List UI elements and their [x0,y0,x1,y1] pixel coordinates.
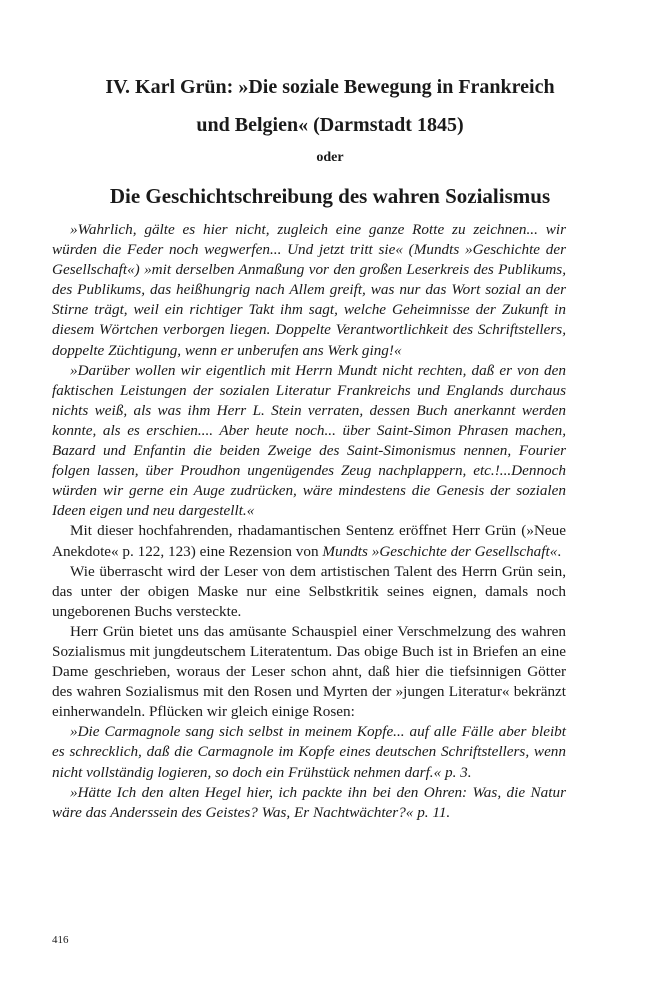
chapter-title [40,68,620,144]
paragraph-3-end: . [557,542,562,560]
paragraph-3-title-ref: Mundts »Geschichte der Gesellschaft« [322,542,558,560]
quote-paragraph-2: »Darüber wollen wir eigentlich mit Herrn Mundt nicht rechten, daß er von den faktischen Leistungen der sozialen Literatur Frankreichs und Englands durchaus nichts weiß, als was ihm Herr L. Stein verraten, dessen Buch anerkannt werden konnte, als es erschien.... Aber heute noch... über Saint-Simon Phrasen machen, Bazard und Enfantin die beiden Zweige des Saint-Simonismus nennen, Fourier folgen lassen, über Proudhon ungenügendes Zeug nachplappern, etc.!...Dennoch würden wir gerne ein Auge zudrücken, wäre mindestens die Genesis der sozialen Ideen eigen und neu dargestellt.« [52,361,566,520]
chapter-title-line-1: IV. Karl Grün: »Die soziale Bewegung in Frankreich [105,76,555,98]
title-connector: oder [316,150,344,165]
paragraph-3-text: Mit dieser hochfahrenden, rhadamantischen Sentenz eröffnet Herr Grün (»Neue Anekdote« p. 122, 123) eine Rezension von [52,522,566,560]
body-text [52,220,566,823]
paragraph-3 [52,521,566,561]
paragraph-5: Herr Grün bietet uns das amüsante Schauspiel einer Verschmelzung des wahren Sozialismus mit jungdeutschem Literatentum. Das obige Buch ist in Briefen an eine Dame geschrieben, woraus der Leser schon ahnt, daß hier die tiefsinnigen Götter des wahren Sozialismus mit den Rosen und Myrten der »jungen Literatur« bekränzt einherwandeln. Pflücken wir gleich einige Rosen: [52,622,566,721]
quote-paragraph-6: »Die Carmagnole sang sich selbst in meinem Kopfe... auf alle Fälle aber bleibt es schrecklich, daß die Carmagnole im Kopfe eines deutschen Schriftstellers, wenn nicht vollständig logieren, so doch ein Frühstück nehmen darf.« p. 3. [52,723,566,781]
chapter-subtitle: Die Geschichtschreibung des wahren Sozialismus [109,184,551,208]
paragraph-4: Wie überrascht wird der Leser von dem artistischen Talent des Herrn Grün sein, das unter der obigen Maske nur eine Selbstkritik seines eignen, damals noch ungeborenen Buchs versteckte. [52,562,566,620]
quote-paragraph-7: »Hätte Ich den alten Hegel hier, ich packte ihn bei den Ohren: Was, die Natur wäre das Anderssein des Geistes? Was, Er Nachtwächter?« p. 11. [52,783,566,821]
quote-paragraph-1: »Wahrlich, gälte es hier nicht, zugleich eine ganze Rotte zu zeichnen... wir würden die Feder noch wegwerfen... Und jetzt tritt sie« (Mundts »Geschichte der Gesellschaft«) »mit derselben Anmaßung vor den großen Leserkreis des Publikums, des Publikums, das heißhungrig nach Allem greift, was nur das Wort sozial an der Stirne trägt, weil ein richtiger Takt ihm sagt, welche Geheimnisse der Zukunft in diesem Wörtchen verborgen liegen. Doppelte Verantwortlichkeit des Schriftstellers, doppelte Züchtigung, wenn er unberufen ans Werk ging!« [52,221,566,359]
chapter-title-line-2: und Belgien« (Darmstadt 1845) [196,114,464,136]
page-number: 416 [52,934,69,946]
